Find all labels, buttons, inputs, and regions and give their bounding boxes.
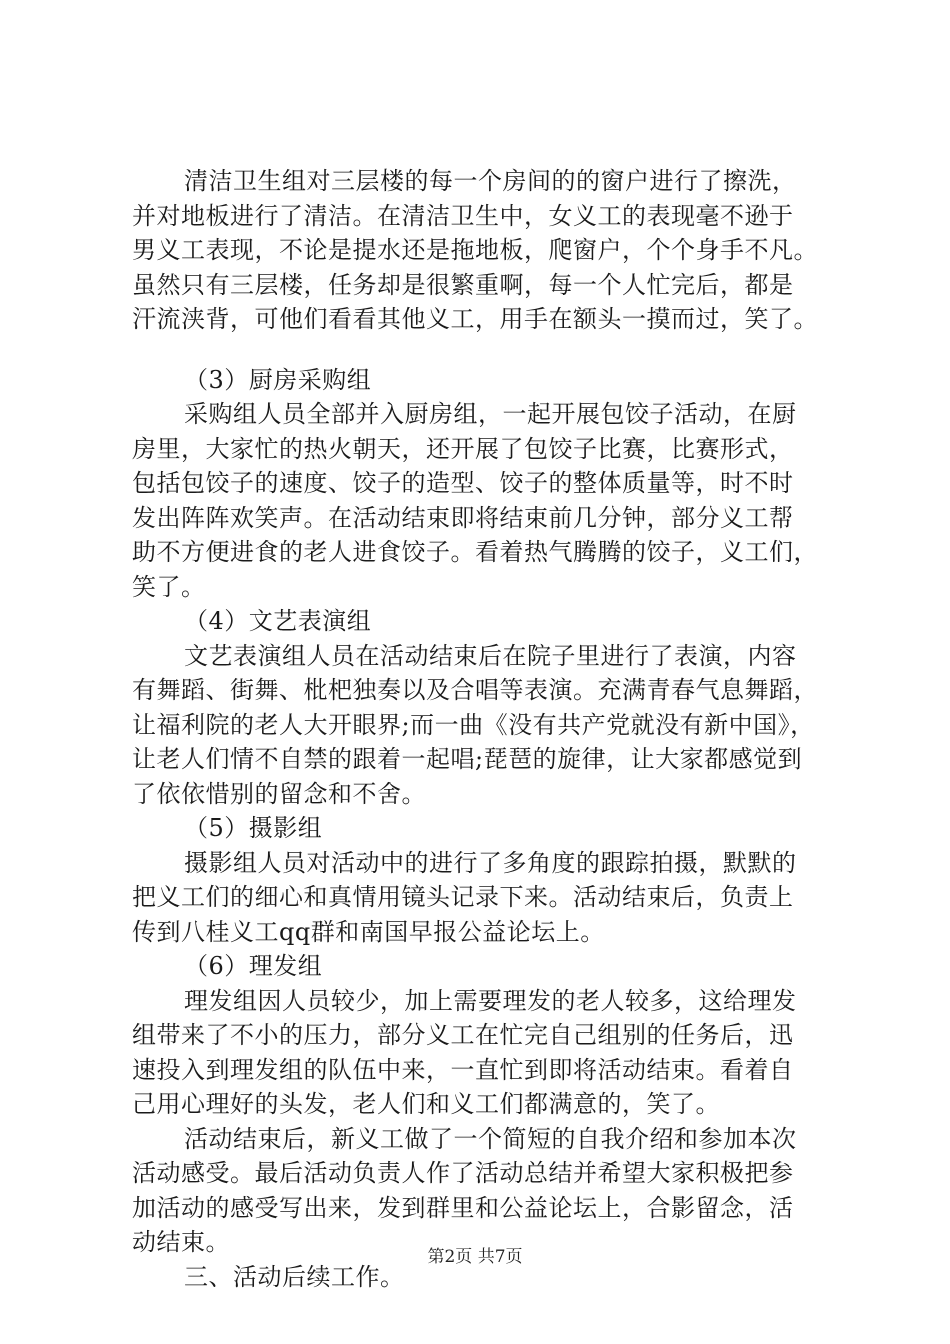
- text-line: 了依依惜别的留念和不舍。: [132, 779, 426, 808]
- text-line: 加活动的感受写出来，发到群里和公益论坛上，合影留念，活: [132, 1193, 794, 1222]
- text-line: 传到八桂义工qq群和南国早报公益论坛上。: [132, 917, 605, 946]
- text-line: 有舞蹈、街舞、枇杷独奏以及合唱等表演。充满青春气息舞蹈，: [132, 676, 818, 704]
- paragraph-gap: [132, 337, 852, 363]
- section-photography: [132, 811, 852, 949]
- text-line: 采购组人员全部并入厨房组，一起开展包饺子活动，在厨: [184, 400, 797, 428]
- text-line: 让福利院的老人大开眼界;而一曲《没有共产党就没有新中国》，: [132, 710, 815, 739]
- text-line: 助不方便进食的老人进食饺子。看着热气腾腾的饺子，义工们，: [132, 538, 818, 566]
- text-line: 男义工表现，不论是提水还是拖地板，爬窗户，个个身手不凡。: [132, 236, 818, 264]
- text-line: 速投入到理发组的队伍中来，一直忙到即将活动结束。看着自: [132, 1055, 794, 1084]
- text-line: 房里，大家忙的热火朝天，还开展了包饺子比赛，比赛形式，: [132, 434, 794, 463]
- part-three-heading: 三、活动后续工作。: [184, 1262, 405, 1291]
- text-line: 动结束。: [132, 1228, 230, 1256]
- text-line: 清洁卫生组对三层楼的每一个房间的的窗户进行了擦洗，: [184, 167, 797, 195]
- paragraph-cleaning-group: [132, 164, 852, 337]
- text-line: 汗流浃背，可他们看看其他义工，用手在额头一摸而过，笑了。: [132, 305, 818, 333]
- text-line: 理发组因人员较少，加上需要理发的老人较多，这给理发: [184, 986, 797, 1015]
- section-kitchen-purchasing: [132, 363, 852, 605]
- text-line: 包括包饺子的速度、饺子的造型、饺子的整体质量等，时不时: [132, 469, 794, 497]
- section-heading: （3）厨房采购组: [184, 365, 372, 394]
- text-line: 己用心理好的头发，老人们和义工们都满意的，笑了。: [132, 1090, 720, 1118]
- section-heading: （6）理发组: [184, 952, 323, 980]
- text-line: 虽然只有三层楼，任务却是很繁重啊，每一个人忙完后，都是: [132, 270, 794, 299]
- text-line: 发出阵阵欢笑声。在活动结束即将结束前几分钟，部分义工帮: [132, 503, 794, 532]
- text-line: 组带来了不小的压力，部分义工在忙完自己组别的任务后，迅: [132, 1021, 794, 1049]
- section-heading: （4）文艺表演组: [184, 607, 372, 635]
- text-line: 摄影组人员对活动中的进行了多角度的跟踪拍摄，默默的: [184, 848, 797, 877]
- text-line: 让老人们情不自禁的跟着一起唱;琵琶的旋律，让大家都感觉到: [132, 745, 803, 773]
- page-number-footer: 第2页 共7页: [427, 1247, 523, 1267]
- text-line: 笑了。: [132, 572, 206, 601]
- section-performance: [132, 604, 852, 811]
- text-line: 活动结束后，新义工做了一个简短的自我介绍和参加本次: [184, 1124, 797, 1153]
- document-body: [132, 164, 852, 1294]
- paragraph-closing: [132, 1122, 852, 1260]
- text-line: 文艺表演组人员在活动结束后在院子里进行了表演，内容: [184, 641, 797, 670]
- section-haircut: [132, 949, 852, 1122]
- text-line: 把义工们的细心和真情用镜头记录下来。活动结束后，负责上: [132, 883, 794, 911]
- text-line: 并对地板进行了清洁。在清洁卫生中，女义工的表现毫不逊于: [132, 201, 794, 230]
- text-line: 活动感受。最后活动负责人作了活动总结并希望大家积极把参: [132, 1159, 794, 1187]
- section-heading: （5）摄影组: [184, 814, 323, 842]
